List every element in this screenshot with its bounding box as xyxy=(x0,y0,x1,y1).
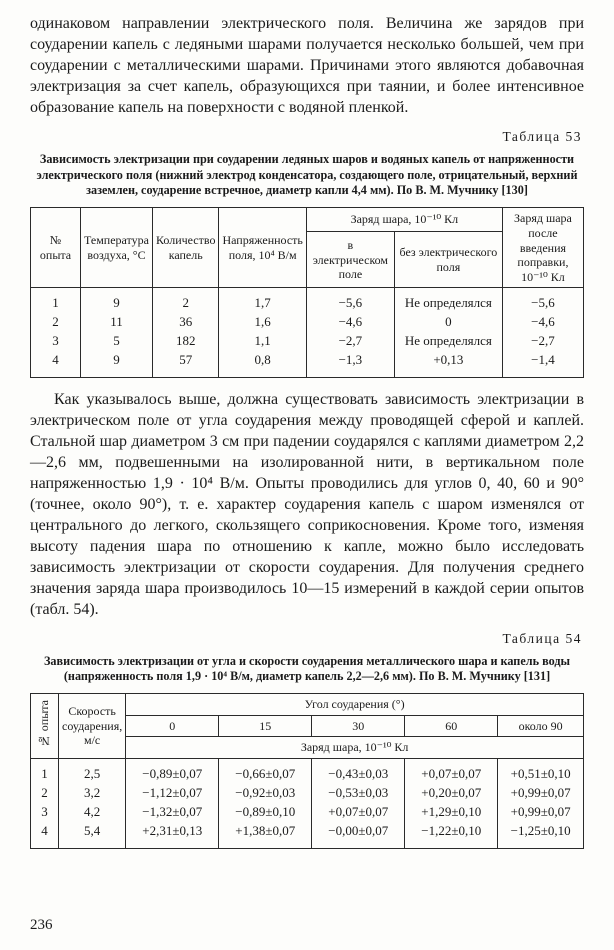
table-cell: 2,5 xyxy=(59,759,126,784)
col-header-angle-0: 0 xyxy=(126,715,219,737)
table-cell: 36 xyxy=(152,313,218,332)
table-54-caption: Зависимость электризации от угла и скорости соударения металлического шара и капель воды (напряженность поля 1,9 · 10⁴ В/м, диаметр капель 2,2—2,6 мм). По В. М. Мучнику [131] xyxy=(44,653,570,684)
col-header-charge-no-field: без электрического поля xyxy=(394,232,502,288)
table-cell: 1 xyxy=(31,288,81,313)
table-cell: 0,8 xyxy=(219,351,306,377)
table-cell: +0,07±0,07 xyxy=(405,759,498,784)
col-header-corrected-charge: Заряд шара после введения поправки, 10⁻¹⁰ Кл xyxy=(502,208,583,288)
table-cell: 1,7 xyxy=(219,288,306,313)
table-cell: 2 xyxy=(31,313,81,332)
table-cell: −4,6 xyxy=(306,313,394,332)
table-cell: −0,92±0,03 xyxy=(219,784,312,803)
paragraph-main: Как указывалось выше, должна существовать зависимость электризации в электрическом поле от угла соударения между проводящей сферой и каплей. Стальной шар диаметром 3 см при падении соударялся с каплями диаметром 2,2—2,6 мм, подвешенными на изолированной нити, в вертикальном поле напряженностью 1,9 · 10⁴ В/м. Опыты проводились для углов 0, 40, 60 и 90° (точнее, около 90°), т. е. характер соударения капель с шаром изменялся от центрального до легкого, скользящего соприкосновения. Кроме того, изменяя высоту падения шара по отношению к капле, можно было исследовать зависимость электризации от скорости соударения. Для получения среднего значения заряда шара производилось 10—15 измерений в каждой серии опытов (табл. 54). xyxy=(30,391,584,618)
table-cell: 3,2 xyxy=(59,784,126,803)
table-54-header xyxy=(31,694,584,759)
table-cell: −1,3 xyxy=(306,351,394,377)
col-header-experiment xyxy=(31,694,59,759)
table-row xyxy=(31,288,584,313)
table-row xyxy=(31,822,584,848)
col-header-temperature: Температура воздуха, °С xyxy=(81,208,153,288)
table-row xyxy=(31,332,584,351)
table-cell: 5 xyxy=(81,332,153,351)
col-header-angle-group: Угол соударения (°) xyxy=(126,694,584,716)
table-54 xyxy=(30,693,584,848)
col-header-drop-count: Количество капель xyxy=(152,208,218,288)
table-cell: 4 xyxy=(31,822,59,848)
col-header-angle-15: 15 xyxy=(219,715,312,737)
table-cell: +0,51±0,10 xyxy=(498,759,584,784)
table-cell: −1,32±0,07 xyxy=(126,803,219,822)
table-cell: +2,31±0,13 xyxy=(126,822,219,848)
table-cell: 5,4 xyxy=(59,822,126,848)
table-cell: +0,99±0,07 xyxy=(498,803,584,822)
table-cell: −5,6 xyxy=(502,288,583,313)
table-cell: 57 xyxy=(152,351,218,377)
table-cell: −0,89±0,10 xyxy=(219,803,312,822)
table-cell: 9 xyxy=(81,351,153,377)
col-header-angle-30: 30 xyxy=(312,715,405,737)
table-cell: 11 xyxy=(81,313,153,332)
table-cell: 2 xyxy=(31,784,59,803)
table-cell: 3 xyxy=(31,803,59,822)
table-row xyxy=(31,759,584,784)
page-number: 236 xyxy=(30,917,53,933)
table-cell: Не определялся xyxy=(394,332,502,351)
table-cell: −0,66±0,07 xyxy=(219,759,312,784)
table-53 xyxy=(30,207,584,378)
table-header-row xyxy=(31,208,584,232)
table-cell: −1,25±0,10 xyxy=(498,822,584,848)
table-cell: −5,6 xyxy=(306,288,394,313)
table-cell: 0 xyxy=(394,313,502,332)
col-header-angle-60: 60 xyxy=(405,715,498,737)
table-row xyxy=(31,803,584,822)
table-cell: −2,7 xyxy=(306,332,394,351)
table-cell: −1,4 xyxy=(502,351,583,377)
table-cell: +0,13 xyxy=(394,351,502,377)
vertical-header-text: № опыта xyxy=(37,700,52,749)
table-cell: 1 xyxy=(31,759,59,784)
table-cell: +0,20±0,07 xyxy=(405,784,498,803)
table-cell: −0,53±0,03 xyxy=(312,784,405,803)
col-header-charge-units: Заряд шара, 10⁻¹⁰ Кл xyxy=(126,737,584,759)
table-row xyxy=(31,784,584,803)
table-cell: +0,99±0,07 xyxy=(498,784,584,803)
table-cell: −4,6 xyxy=(502,313,583,332)
table-cell: −0,89±0,07 xyxy=(126,759,219,784)
table-cell: −2,7 xyxy=(502,332,583,351)
table-cell: 4 xyxy=(31,351,81,377)
table-cell: +1,38±0,07 xyxy=(219,822,312,848)
table-53-header xyxy=(31,208,584,288)
table-header-row xyxy=(31,694,584,716)
table-cell: +0,07±0,07 xyxy=(312,803,405,822)
table-row xyxy=(31,313,584,332)
table-cell: −1,12±0,07 xyxy=(126,784,219,803)
table-row xyxy=(31,351,584,377)
col-header-field-strength: Напряженность поля, 10⁴ В/м xyxy=(219,208,306,288)
table-cell: +1,29±0,10 xyxy=(405,803,498,822)
col-header-collision-speed: Скорость соударения, м/с xyxy=(59,694,126,759)
table-cell: Не определялся xyxy=(394,288,502,313)
table-cell: −0,43±0,03 xyxy=(312,759,405,784)
table-cell: 1,1 xyxy=(219,332,306,351)
table-cell: 9 xyxy=(81,288,153,313)
table-cell: −1,22±0,10 xyxy=(405,822,498,848)
col-header-angle-90: около 90 xyxy=(498,715,584,737)
col-header-experiment: № опыта xyxy=(31,208,81,288)
col-header-charge-in-field: в электрическом поле xyxy=(306,232,394,288)
table-53-label: Таблица 53 xyxy=(502,128,582,144)
table-cell: 3 xyxy=(31,332,81,351)
table-cell: 2 xyxy=(152,288,218,313)
table-cell: 1,6 xyxy=(219,313,306,332)
table-cell: 182 xyxy=(152,332,218,351)
paragraph-top: одинаковом направлении электрического поля. Величина же зарядов при соударении капель с ледяными шарами получается несколько большей, чем при соударении с металлическими шарами. Причинами этого являются добавочная электризация за счет капель, образующихся при таянии, и более интенсивное образование капель на поверхности с водяной пленкой. xyxy=(30,15,584,116)
table-cell: 4,2 xyxy=(59,803,126,822)
table-53-caption: Зависимость электризации при соударении ледяных шаров и водяных капель от напряженности электрического поля (нижний электрод конденсатора, создающего поле, отрицательный, верхний заземлен, соударение встречное, диаметр капли 4,4 мм). По В. М. Мучнику [130] xyxy=(36,151,578,198)
col-header-charge-group: Заряд шара, 10⁻¹⁰ Кл xyxy=(306,208,502,232)
table-cell: −0,00±0,07 xyxy=(312,822,405,848)
table-54-label: Таблица 54 xyxy=(502,630,582,646)
